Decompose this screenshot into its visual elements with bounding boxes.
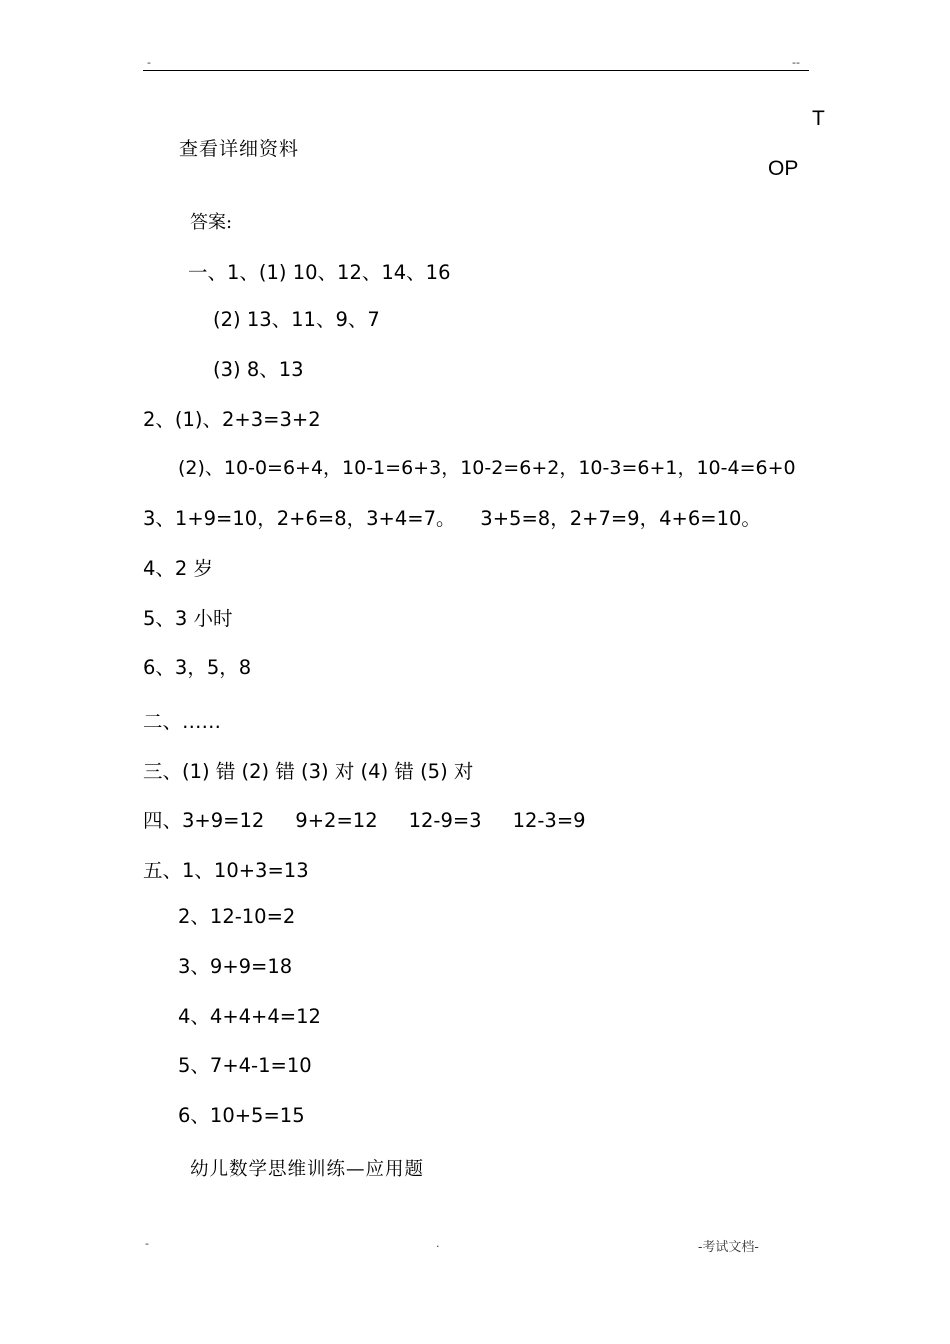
view-details-link[interactable]: 查看详细资料	[179, 138, 300, 160]
corner-t-text: T	[812, 107, 825, 130]
footer-center-mark: .	[436, 1237, 440, 1250]
answer-line-14: 2、12-10=2	[178, 905, 296, 928]
footer-doc-label: -考试文档-	[698, 1240, 759, 1255]
corner-op-text: OP	[768, 157, 799, 180]
footer-left-mark: -	[145, 1237, 149, 1250]
answer-line-12: 四、3+9=12 9+2=12 12-9=3 12-3=9	[143, 809, 586, 832]
answer-line-3: (3) 8、13	[213, 358, 304, 381]
answer-line-6: 3、1+9=10，2+6=8，3+4=7。 3+5=8，2+7=9，4+6=10。	[143, 507, 761, 530]
answer-line-1: 一、1、(1) 10、12、14、16	[188, 261, 451, 284]
answer-line-13: 五、1、10+3=13	[143, 859, 309, 882]
answer-line-10: 二、……	[143, 710, 222, 733]
answer-line-15: 3、9+9=18	[178, 955, 293, 978]
answer-line-9: 6、3，5，8	[143, 656, 252, 679]
section-title: 幼儿数学思维训练—应用题	[190, 1159, 425, 1180]
answer-line-8: 5、3 小时	[143, 607, 233, 630]
answer-line-5: (2)、10-0=6+4，10-1=6+3，10-2=6+2，10-3=6+1，10-4=6+0	[178, 457, 796, 479]
header-rule	[143, 70, 809, 71]
header-right-mark: --	[792, 56, 800, 69]
answer-line-4: 2、(1)、2+3=3+2	[143, 408, 321, 431]
answer-line-7: 4、2 岁	[143, 557, 214, 580]
answers-label: 答案:	[190, 212, 233, 233]
header-left-mark: -	[147, 56, 151, 69]
answer-line-18: 6、10+5=15	[178, 1104, 305, 1127]
answer-line-11: 三、(1) 错 (2) 错 (3) 对 (4) 错 (5) 对	[143, 760, 474, 783]
answer-line-16: 4、4+4+4=12	[178, 1005, 321, 1028]
answer-line-17: 5、7+4-1=10	[178, 1054, 312, 1077]
answer-line-2: (2) 13、11、9、7	[213, 308, 380, 331]
